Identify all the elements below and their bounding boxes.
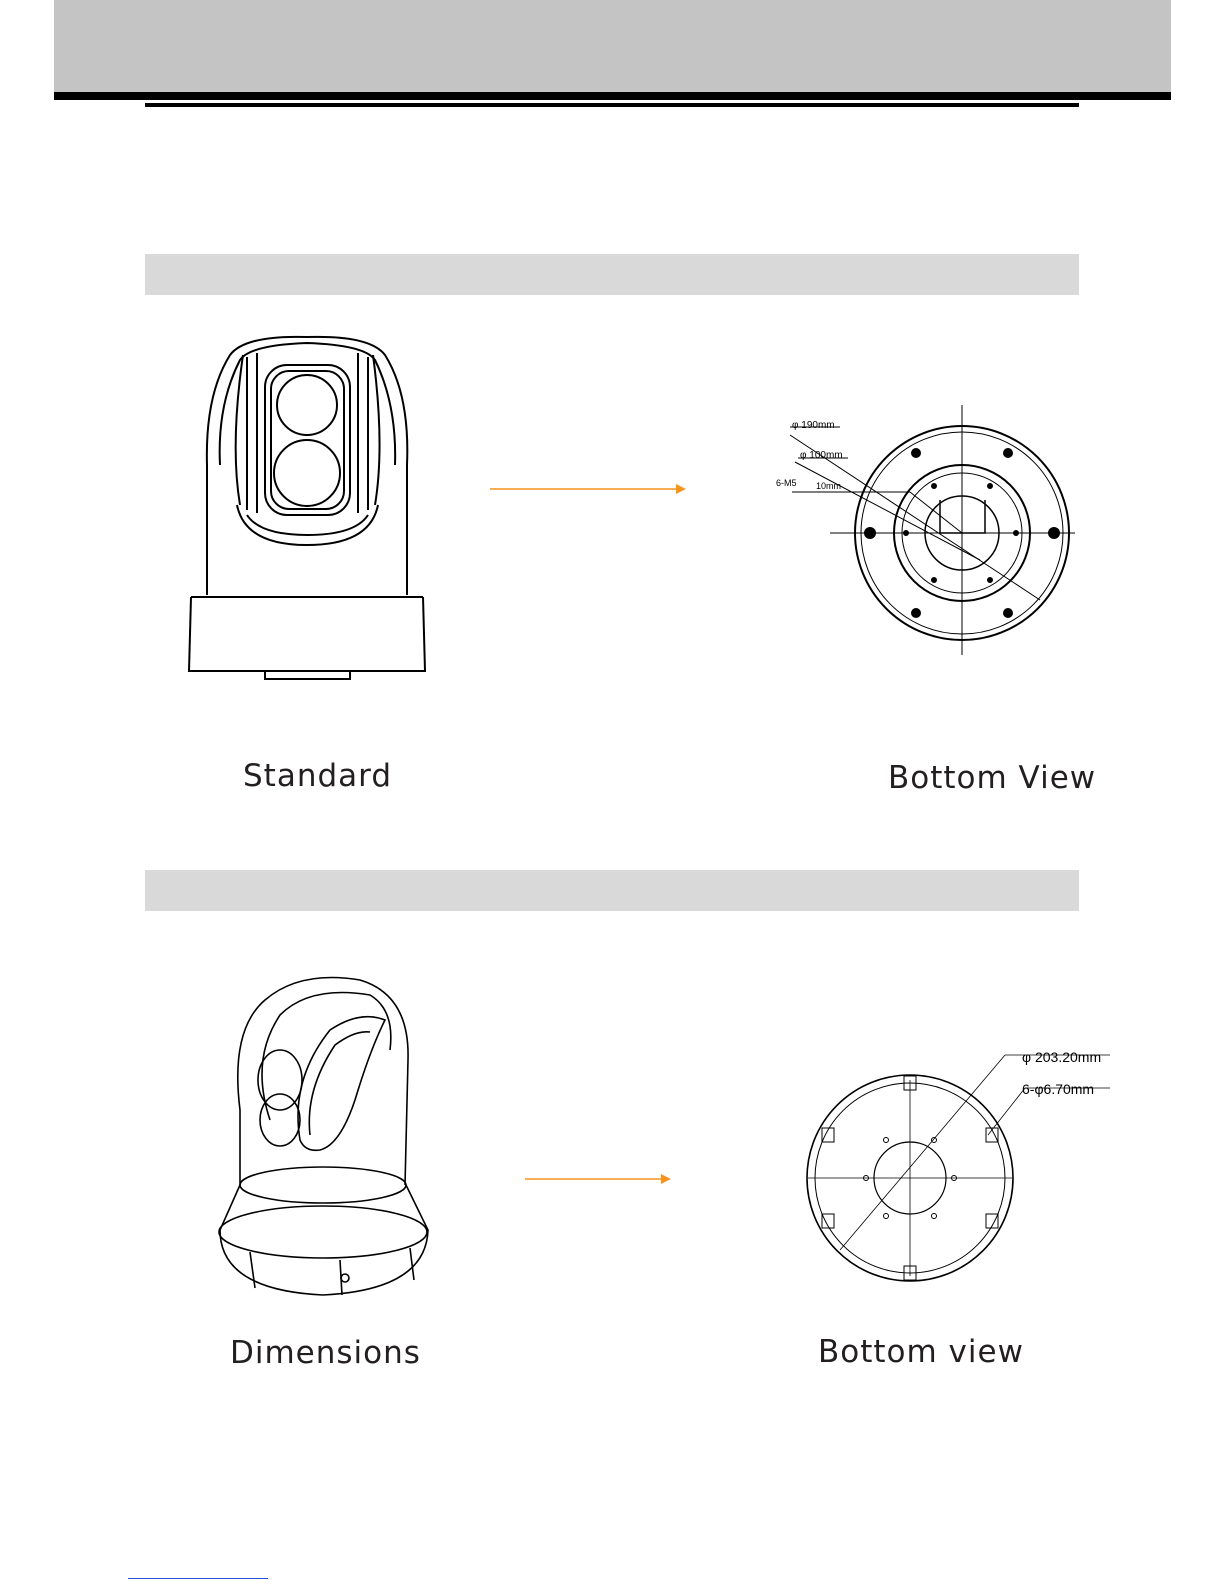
orange-arrow-2 [525,1172,675,1186]
standard-camera-drawing [185,335,430,685]
caption-bottom-view-1: Bottom View [888,760,1097,796]
caption-bottom-view-2: Bottom view [818,1334,1024,1370]
dim-screw-depth: 10mm [816,481,842,491]
dimensions-camera-drawing [210,970,440,1305]
dim-outer-diameter-1: φ 190mm [792,420,835,431]
bottom-view-diagram-1 [770,400,1090,660]
header-subrule [145,103,1079,107]
footer-link-underline [128,1578,268,1579]
dim-holes: 6-φ6.70mm [1022,1081,1095,1097]
dim-outer-diameter-2: φ 203.20mm [1022,1049,1102,1065]
caption-dimensions: Dimensions [230,1335,421,1371]
section-bar-dimensions [145,870,1079,911]
dim-inner-diameter-1: φ 100mm [800,450,843,461]
dim-screw-spec: 6-M5 [776,478,797,488]
header-rule [54,92,1171,100]
caption-standard: Standard [243,758,393,794]
section-bar-standard [145,254,1079,295]
orange-arrow-1 [490,482,690,496]
bottom-view-diagram-2 [800,1040,1120,1290]
header-band [54,0,1171,92]
